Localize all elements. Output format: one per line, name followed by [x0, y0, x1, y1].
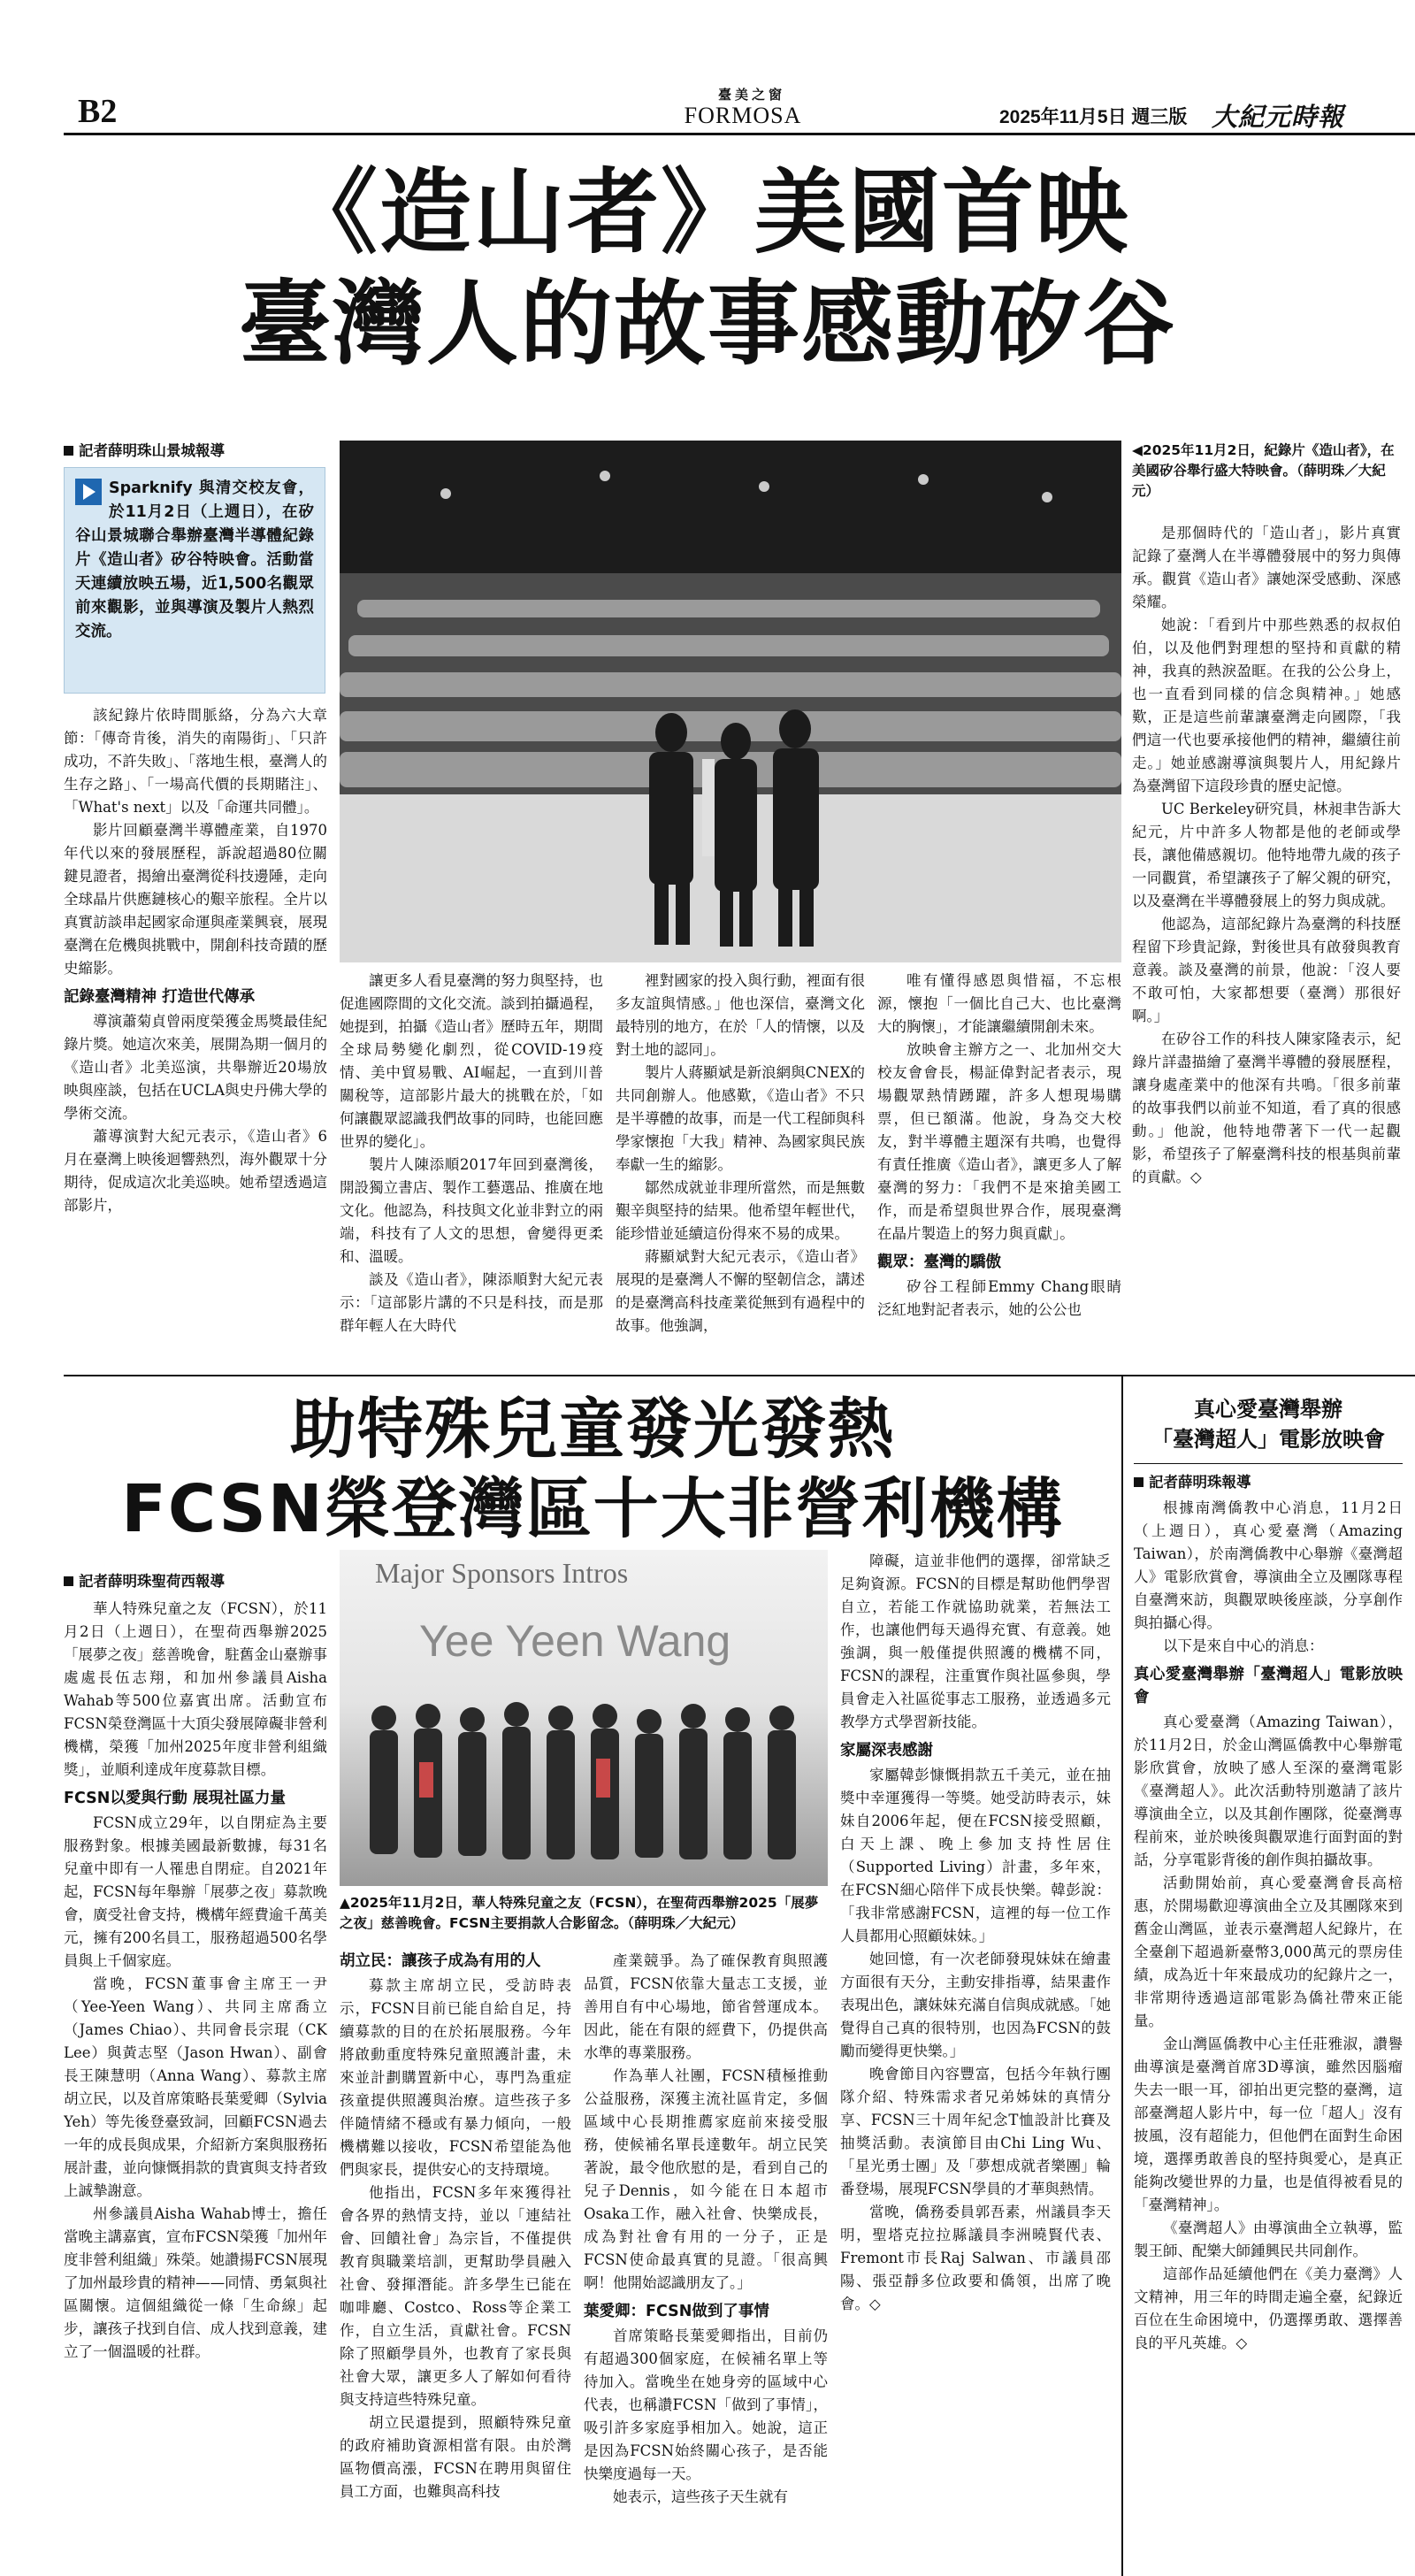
- paragraph: 胡立民還提到，照顧特殊兒童的政府補助資源相當有限。由於灣區物價高漲，FCSN在聘用與留住員工方面，也難與高科技: [340, 2414, 571, 2500]
- byline-marker: [64, 446, 73, 456]
- story3-body-text: [1134, 1711, 1403, 2355]
- story2-title-line1: 助特殊兒童發光發熱: [290, 1392, 895, 1468]
- story1-subhead-2: 觀眾：臺灣的驕傲: [877, 1254, 1001, 1271]
- paragraph: 當晚，僑務委員郭吾素，州議員李天明，聖塔克拉拉縣議員李洲曉賢代表、Fremont市長Raj Salwan、市議員邵陽、張亞靜多位政要和僑領，出席了晚會。◇: [840, 2204, 1111, 2312]
- section-divider: [64, 1375, 1415, 1376]
- paragraph: 障礙，這並非他們的選擇，卻常缺乏足夠資源。FCSN的目標是幫助他們學習自立，若能工作就協助就業，若無法工作，也讓他們每天過得充實、有意義。她強調，與一般僅提供照護的機構不同，FCSN的課程，注重實作與社區參與，學員會走入社區從事志工服務，並透過多元教學方式學習新技能。: [840, 1552, 1111, 1730]
- paragraph: 製片人陳添順2017年回到臺灣後，開設獨立書店、製作工藝選品、推廣在地文化。他認為，科技與文化並非對立的兩端，科技有了人文的思想，會變得更柔和、溫暖。: [340, 1156, 603, 1265]
- story1-col1-para2: 影片回顧臺灣半導體產業，自1970年代以來的發展歷程，訴說超過80位關鍵見證者，揭繪出臺灣從科技邊陲，走向全球晶片供應鏈核心的艱辛旅程。全片以真實訪談串起國家命運與產業興衰，展現臺灣在危機與挑戰中，開創科技奇蹟的歷史縮影。: [64, 822, 327, 977]
- story3-byline-text: 記者薛明珠報導: [1149, 1474, 1251, 1491]
- paragraph: 唯有懂得感恩與惜福，不忘根源，懷抱「一個比自己大、也比臺灣大的胸懷」，才能讓繼續開創未來。: [877, 972, 1121, 1035]
- story2-subhead-3: 葉愛卿：FCSN做到了事情: [584, 2303, 769, 2320]
- story1-col5-text: [1132, 522, 1401, 1189]
- story3-subhead: 真心愛臺灣舉辦「臺灣超人」電影放映會: [1134, 1666, 1403, 1706]
- story1-lead-box: [64, 467, 325, 694]
- story1-photo: [340, 441, 1121, 962]
- story2-column-4: [840, 1550, 1111, 2576]
- paragraph: 這部作品延續他們在《美力臺灣》人文精神，用三年的時間走遍全臺，紀錄近百位在生命困境中，仍選擇勇敢、選擇善良的平凡英雄。◇: [1134, 2266, 1403, 2351]
- story3-para1: 根據南灣僑教中心消息，11月2日（上週日），真心愛臺灣（Amazing Taiwan），於南灣僑教中心舉辦《臺灣超人》電影欣賞會，導演曲全立及團隊專程自臺灣來訪，與觀眾映後座談，分享創作與拍攝心得。: [1134, 1499, 1403, 1631]
- paragraph: 鄒然成就並非理所當然，而是無數艱辛與堅持的結果。他希望年輕世代，能珍惜並延續這份得來不易的成果。: [616, 1179, 865, 1242]
- photo-banner-text: Major Sponsors Intros: [375, 1557, 629, 1589]
- paragraph: 金山灣區僑教中心主任莊雅淑，讚譽曲導演是臺灣首席3D導演，雖然因腦瘤失去一眼一耳，卻拍出更完整的臺灣，這部臺灣超人影片中，每一位「超人」沒有披風，沒有超能力，但他們在面對生命困境，選擇勇敢善良的堅持與愛心，是真正能夠改變世界的力量，也是值得被看見的「臺灣精神」。: [1134, 2036, 1403, 2213]
- paragraph: 是那個時代的「造山者」，影片真實記錄了臺灣人在半導體發展中的努力與傳承。觀賞《造山者》讓她深受感動、深感榮耀。: [1132, 525, 1401, 610]
- story2-byline: [64, 1571, 327, 1592]
- byline-marker: [1134, 1477, 1143, 1487]
- story2-col2-text: [340, 1974, 571, 2503]
- story1-column-3: [616, 970, 865, 1366]
- story2-col3b-text: [584, 2325, 828, 2509]
- paragraph: 她說：「看到片中那些熟悉的叔叔伯伯，以及他們對理想的堅持和貢獻的精神，我真的熱淚盈眶。在我的公公身上，也一直看到同樣的信念與精神。」她感歎，正是這些前輩讓臺灣走向國際，「我們這一代也要承接他們的精神，繼續往前走。」她並感謝導演與製片人，用紀錄片為臺灣留下這段珍貴的歷史記憶。: [1132, 617, 1401, 794]
- story2-column-1: [64, 1598, 327, 2576]
- story1-byline-text: 記者薛明珠山景城報導: [79, 442, 225, 459]
- story1-byline: [64, 441, 327, 462]
- paragraph: 家屬韓彭慷慨捐款五千美元，並在抽獎中幸運獲得一等獎。她受訪時表示，妹妹自2006年起，便在FCSN接受照顧，白天上課、晚上參加支持性居住（Supported Living）計畫，多年來，在FCSN細心陪伴下成長快樂。韓彭說：「我非常感謝FCSN，這裡的每一位工作人員都用心照顧妹妹。」: [840, 1767, 1111, 1944]
- story1-col2-text: [340, 970, 603, 1338]
- story1-column-2: [340, 970, 603, 1366]
- story1-col4-text: [877, 970, 1121, 1246]
- story1-column-1: [64, 704, 327, 1366]
- theater-audience-image: [340, 441, 1121, 962]
- paper-logo: 大紀元時報: [1212, 102, 1345, 132]
- story2-column-2: [340, 1950, 571, 2576]
- story1-col4-para3: 矽谷工程師Emmy Chang眼睛泛紅地對記者表示，她的公公也: [877, 1278, 1121, 1318]
- story1-col1-para3: 導演蕭菊貞曾兩度榮獲金馬獎最佳紀錄片獎。她這次來美，展開為期一個月的《造山者》北美巡演，共舉辦近20場放映與座談，包括在UCLA與史丹佛大學的學術交流。: [64, 1013, 327, 1122]
- issue-date: 2025年11月5日 週三版: [999, 107, 1188, 127]
- story1-title-line1: 《造山者》美國首映: [285, 157, 1129, 266]
- story2-subhead-4: 家屬深表感謝: [840, 1742, 933, 1760]
- paragraph: 當晚，FCSN董事會主席王一尹（Yee-Yeen Wang）、共同主席喬立（James Chiao）、共同會長宗琨（CK Lee）與黃志堅（Jason Hwan）、副會長王陳慧明（Anna Wang）、募款主席胡立民，以及首席策略長葉愛卿（Sylvia Yeh）等先後登臺致詞，回顧FCSN過去一年的成長與成果，介紹新方案與服務拓展計畫，並向慷慨捐款的貴賓與支持者致上誠摯謝意。: [64, 1975, 327, 2199]
- story1-lead-text: Sparknify 與清交校友會，於11月2日（上週日），在矽谷山景城聯合舉辦臺灣半導體紀錄片《造山者》矽谷特映會。活動當天連續放映五場，近1,500名觀眾前來觀影，並與導演及製片人熱烈交流。: [75, 479, 314, 640]
- story2-col4b-text: [840, 1764, 1111, 2316]
- story3-title: [1134, 1394, 1403, 1454]
- paragraph: FCSN成立29年，以自閉症為主要服務對象。根據美國最新數據，每31名兒童中即有一人罹患自閉症。自2021年起，FCSN每年舉辦「展夢之夜」募款晚會，廣受社會支持，機構年經費逾千萬美元，擁有200名員工，服務超過500名學員與上千個家庭。: [64, 1814, 327, 1969]
- story2-subhead-2: 胡立民：讓孩子成為有用的人: [340, 1952, 541, 1970]
- paragraph: 他認為，這部紀錄片為臺灣的科技歷程留下珍貴記錄，對後世具有啟發與教育意義。談及臺灣的前景，他說：「沒人要不敢可怕，大家都想要（臺灣）那很好啊。」: [1132, 916, 1401, 1024]
- paragraph: 讓更多人看見臺灣的努力與堅持，也促進國際間的文化交流。談到拍攝過程，她提到，拍攝《造山者》歷時五年，期間全球局勢變化劇烈，從COVID-19疫情、美中貿易戰、AI崛起，一直到川普關稅等，這部影片最大的挑戰在於，「如何讓觀眾認識我們故事的同時，也能回應世界的變化」。: [340, 972, 603, 1150]
- story2-byline-text: 記者薛明珠聖荷西報導: [79, 1573, 225, 1590]
- paragraph: 放映會主辦方之一、北加州交大校友會會長，楊証偉對記者表示，現場觀眾熱情踴躍，許多人想現場購票，但已額滿。他說，身為交大校友，對半導體主題深有共鳴，也覺得有責任推廣《造山者》，讓更多人了解臺灣的努力：「我們不是來搶美國工作，而是希望與世界合作，展現臺灣在晶片製造上的努力與貢獻」。: [877, 1041, 1121, 1242]
- group-photo-image: [340, 1683, 828, 1886]
- paragraph: 他指出，FCSN多年來獲得社會各界的熱情支持，並以「連結社會、回饋社會」為宗旨，不僅提供教育與職業培訓，更幫助學員融入社會、發揮潛能。許多學生已能在咖啡廳、Costco、Ross等企業工作，自立生活，貢獻社會。FCSN除了照顧學員外，也教育了家長與社會大眾，讓更多人了解如何看待與支持這些特殊兒童。: [340, 2184, 571, 2408]
- paragraph: 她表示，這些孩子天生就有: [613, 2488, 788, 2505]
- story2-col3-text: [584, 1950, 828, 2295]
- story2-photo: [340, 1550, 828, 1886]
- story1-column-4: [877, 970, 1121, 1366]
- paragraph: 州參議員Aisha Wahab博士，擔任當晚主講嘉賓，宣布FCSN榮獲「加州年度非營利組織」殊榮。她讚揚FCSN展現了加州最珍貴的精神——同情、勇氣與社區關懷。這個組織從一條「生命線」起步，讓孩子找到自信、成人找到意義，建立了一個溫暖的社群。: [64, 2205, 327, 2360]
- paragraph: 蔣顯斌對大紀元表示，《造山者》展現的是臺灣人不懈的堅韌信念，講述的是臺灣高科技產業從無到有過程中的故事。他強調，: [616, 1248, 865, 1334]
- masthead-rule: [64, 133, 1415, 135]
- paragraph: 晚會節目內容豐富，包括今年執行團隊介紹、特殊需求者兄弟姊妹的真情分享、FCSN三十周年紀念T恤設計比賽及抽獎活動。表演節目由Chi Ling Wu、「星光勇士團」及「夢想成就者樂團」輪番登場，展現FCSN學員的才華與熱情。: [840, 2066, 1111, 2197]
- paragraph: 製片人蔣顯斌是新浪網與CNEX的共同創辦人。他感歎，《造山者》不只是半導體的故事，而是一代工程師與科學家懷抱「大我」精神、為國家與民族奉獻一生的縮影。: [616, 1064, 865, 1173]
- story1-column-5: [1132, 522, 1401, 1366]
- story2-column-3: [584, 1950, 828, 2576]
- section-name-en: FORMOSA: [684, 103, 802, 128]
- story2-subhead-1: FCSN以愛與行動 展現社區力量: [64, 1790, 286, 1807]
- story1-title-line2: 臺灣人的故事感動矽谷: [238, 269, 1176, 378]
- sidebar-divider: [1121, 1376, 1123, 2576]
- story1-caption: ◀2025年11月2日，紀錄片《造山者》，在美國矽谷舉行盛大特映會。（薛明珠／大紀元）: [1132, 442, 1395, 499]
- story3-title-line2: 「臺灣超人」電影放映會: [1151, 1427, 1385, 1452]
- page-number: B2: [78, 93, 118, 130]
- paragraph: 產業競爭。為了確保教育與照護品質，FCSN依靠大量志工支援，並善用自有中心場地，節省營運成本。因此，能在有限的經費下，仍提供高水準的專業服務。: [584, 1952, 828, 2061]
- story2-col4-text: [840, 1550, 1111, 1734]
- paragraph: UC Berkeley研究員，林昶聿告訴大紀元，片中許多人物都是他的老師或學長，讓他備感親切。他特地帶九歲的孩子一同觀賞，希望讓孩子了解父親的研究，以及臺灣在半導體發展上的努力與成就。: [1132, 801, 1401, 909]
- byline-marker: [64, 1576, 73, 1586]
- paragraph: 談及《造山者》，陳添順對大紀元表示：「這部影片講的不只是科技，而是那群年輕人在大時代: [340, 1271, 603, 1334]
- story1-col1-para1: 該紀錄片依時間脈絡，分為六大章節：「傳奇肯後，消失的南陽街」、「只許成功，不許失敗」、「落地生根，臺灣人的生存之路」、「一場高代價的長期賭注」、「What's next」以及「命運共同體」。: [64, 707, 327, 816]
- paragraph: 在矽谷工作的科技人陳家隆表示，紀錄片詳盡描繪了臺灣半導體的發展歷程，讓身處產業中的他深有共鳴。「很多前輩的故事我們以前並不知道，看了真的很感動。」他說，他特地帶著下一代一起觀影，希望孩子了解臺灣科技的根基與前輩的貢獻。◇: [1132, 1031, 1401, 1185]
- story1-col1-para4: 蕭導演對大紀元表示，《造山者》6月在臺灣上映後迴響熱烈，海外觀眾十分期待，促成這次北美巡映。她希望透過這部影片，: [64, 1128, 327, 1214]
- paragraph: 作為華人社團，FCSN積極推動公益服務，深獲主流社區肯定，多個區域中心長期推薦家庭前來接受服務，使候補名單長達數年。胡立民笑著說，最令他欣慰的是，看到自己的兒子Dennis，如今能在日本超市Osaka工作，融入社會、快樂成長，成為對社會有用的一分子，正是FCSN使命最真實的見證。「很高興啊！他開始認識朋友了。」: [584, 2067, 828, 2291]
- paragraph: 真心愛臺灣（Amazing Taiwan），於11月2日，於金山灣區僑教中心舉辦電影欣賞會，放映了感人至深的臺灣電影《臺灣超人》。此次活動特別邀請了該片導演曲全立，以及其創作團隊，從臺灣專程前來，並於映後與觀眾進行面對面的對話，分享電影背後的創作與拍攝故事。: [1134, 1714, 1403, 1868]
- section-name-cn: 臺美之窗: [717, 87, 785, 103]
- story2-caption: ▲2025年11月2日，華人特殊兒童之友（FCSN），在聖荷西舉辦2025「展夢之夜」慈善晚會。FCSN主要捐款人合影留念。（薛明珠／大紀元）: [340, 1895, 819, 1931]
- paragraph: 她回憶，有一次老師發現妹妹在繪畫方面很有天分，主動安排指導，結果畫作表現出色，讓妹妹充滿自信與成就感。「她覺得自己真的很特別，也因為FCSN的鼓勵而變得更快樂。」: [840, 1951, 1111, 2059]
- paragraph: 《臺灣超人》由導演曲全立執導，監製王師、配樂大師鍾興民共同創作。: [1134, 2220, 1403, 2259]
- story3-para2: 以下是來自中心的消息：: [1163, 1637, 1324, 1654]
- story3-title-rule: [1134, 1463, 1403, 1464]
- paragraph: 活動開始前，真心愛臺灣會長高棓惠，於開場歡迎導演曲全立及其團隊來到舊金山灣區，並表示臺灣超人紀錄片，在全臺創下超過新臺幣3,000萬元的票房佳績，成為近十年來最成功的紀錄片之一，非常期待透過這部電影為僑社帶來正能量。: [1134, 1874, 1403, 2029]
- story1-subhead-1: 記錄臺灣精神 打造世代傳承: [64, 988, 256, 1006]
- story3-title-line1: 真心愛臺灣舉辦: [1194, 1397, 1342, 1422]
- story2-col1-text: [64, 1812, 327, 2364]
- story2-title-line2: FCSN榮登灣區十大非營利機構: [121, 1471, 1064, 1547]
- paragraph: 首席策略長葉愛卿指出，目前仍有超過300個家庭，在候補名單上等待加入。當晚坐在她身旁的區域中心代表，也稱讚FCSN「做到了事情」，吸引許多家庭爭相加入。她說，這正是因為FCSN始終關心孩子，是否能快樂度過每一天。: [584, 2327, 828, 2482]
- story3-byline: [1134, 1472, 1403, 1493]
- story1-col3-text: [616, 970, 865, 1338]
- play-arrow-icon: [75, 479, 102, 505]
- story3-column: [1134, 1497, 1403, 2576]
- photo-screen-text: Yee Yeen Wang: [419, 1616, 731, 1666]
- section-logo: [672, 85, 814, 128]
- story2-col1-para1: 華人特殊兒童之友（FCSN），於11月2日（上週日），在聖荷西舉辦2025「展夢之夜」慈善晚會，駐舊金山臺辦事處處長伍志翔，和加州參議員Aisha Wahab等500位嘉賓出席。活動宣布FCSN榮登灣區十大頂尖發展障礙非營利機構，榮獲「加州2025年度非營利組織獎」，並順利達成年度募款目標。: [64, 1600, 327, 1778]
- paragraph: 裡對國家的投入與行動，裡面有很多友誼與情感。」他也深信，臺灣文化最特別的地方，在於「人的情懷，以及對土地的認同」。: [616, 972, 865, 1058]
- paragraph: 募款主席胡立民，受訪時表示，FCSN目前已能自給自足，持續募款的目的在於拓展服務。今年將啟動重度特殊兒童照護計畫，未來並計劃購置新中心，專門為重症孩童提供照護與治療。這些孩子多伴隨情緒不穩或有暴力傾向，一般機構難以接收，FCSN希望能為他們與家長，提供安心的支持環境。: [340, 1977, 571, 2178]
